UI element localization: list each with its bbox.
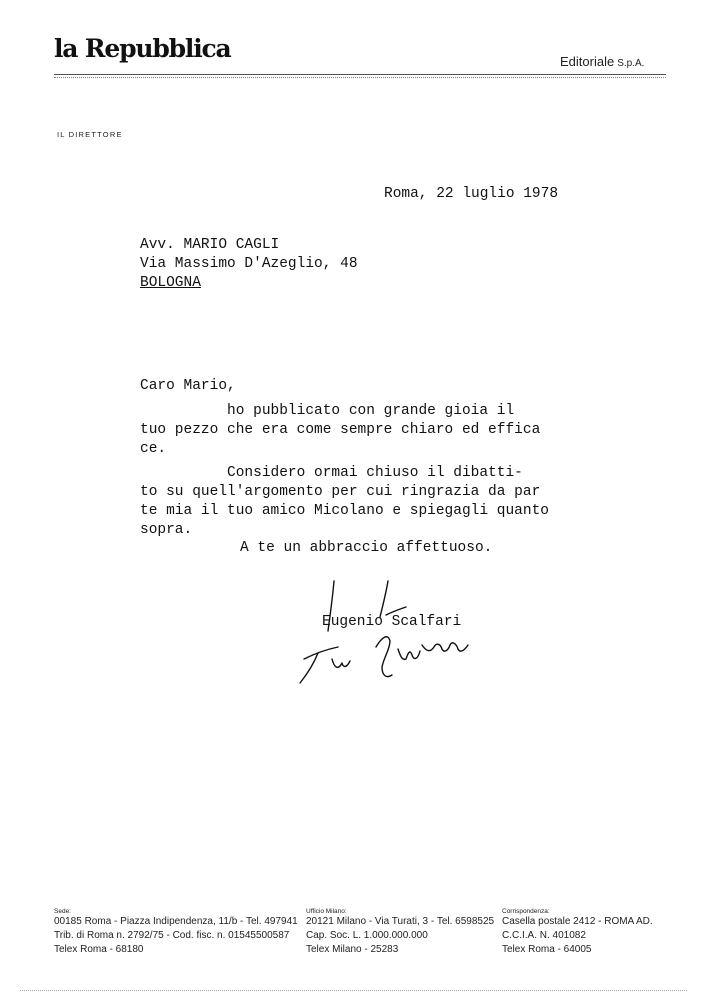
footer-rule	[20, 990, 687, 991]
footer-sede-line: Telex Roma - 68180	[54, 944, 144, 955]
recipient-street: Via Massimo D'Azeglio, 48	[140, 256, 358, 272]
footer-corrispondenza-label: Corrispondenza:	[502, 908, 550, 915]
footer-sede-line: Trib. di Roma n. 2792/75 - Cod. fisc. n. 01545500587	[54, 930, 290, 941]
body-line: to su quell'argomento per cui ringrazia da par	[140, 484, 541, 500]
footer-milano-line: Telex Milano - 25283	[306, 944, 399, 955]
footer-corrispondenza-line: C.C.I.A. N. 401082	[502, 930, 586, 941]
footer-corrispondenza	[502, 908, 653, 957]
department-label: IL DIRETTORE	[57, 130, 123, 139]
typed-signature: Eugenio Scalfari	[322, 614, 462, 630]
publisher-name	[560, 54, 644, 69]
body-line: sopra.	[140, 522, 193, 538]
letter-date: Roma, 22 luglio 1978	[384, 186, 559, 202]
footer-corrispondenza-line: Casella postale 2412 - ROMA AD.	[502, 916, 653, 927]
footer-milano	[306, 908, 494, 957]
salutation: Caro Mario,	[140, 378, 236, 394]
body-line: ho pubblicato con grande gioia il	[140, 403, 515, 419]
header-rule-dotted	[54, 77, 666, 78]
footer-sede	[54, 908, 298, 957]
footer-milano-line: Cap. Soc. L. 1.000.000.000	[306, 930, 428, 941]
publisher-label: Editoriale	[560, 54, 615, 69]
footer-sede-label: Sede:	[54, 908, 71, 915]
body-line: te mia il tuo amico Micolano e spiegagli quanto	[140, 503, 549, 519]
footer-sede-line: 00185 Roma - Piazza Indipendenza, 11/b - Tel. 497941	[54, 916, 298, 927]
masthead-logo: la Repubblica	[54, 34, 231, 63]
footer-milano-label: Ufficio Milano:	[306, 908, 347, 915]
publisher-suffix: S.p.A.	[617, 58, 645, 69]
handwritten-signature	[290, 575, 490, 695]
closing-line: A te un abbraccio affettuoso.	[240, 540, 493, 556]
body-line: tuo pezzo che era come sempre chiaro ed effica	[140, 422, 541, 438]
recipient-city: BOLOGNA	[140, 275, 201, 291]
footer-milano-line: 20121 Milano - Via Turati, 3 - Tel. 6598525	[306, 916, 495, 927]
recipient-name: Avv. MARIO CAGLI	[140, 237, 280, 253]
body-line: ce.	[140, 441, 167, 457]
header-rule	[54, 74, 666, 75]
body-line: Considero ormai chiuso il dibatti-	[140, 465, 523, 481]
footer-corrispondenza-line: Telex Roma - 64005	[502, 944, 592, 955]
